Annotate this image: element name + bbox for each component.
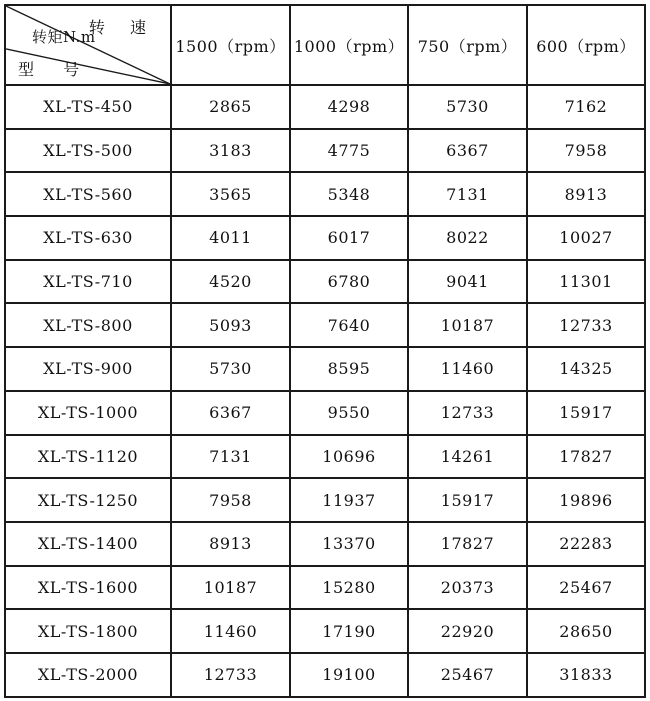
torque-value-cell: 7131 xyxy=(408,172,527,216)
torque-value-cell: 7162 xyxy=(527,85,645,129)
torque-value-cell: 15917 xyxy=(527,391,645,435)
torque-value-cell: 25467 xyxy=(527,566,645,610)
model-cell: XL-TS-800 xyxy=(5,303,171,347)
speed-header-600: 600（rpm） xyxy=(527,5,645,85)
torque-spec-table xyxy=(4,4,646,698)
torque-value-cell: 11301 xyxy=(527,260,645,304)
torque-value-cell: 12733 xyxy=(171,653,290,697)
model-cell: XL-TS-500 xyxy=(5,129,171,173)
torque-label: 转矩N.m xyxy=(32,28,96,46)
torque-value-cell: 9041 xyxy=(408,260,527,304)
torque-value-cell: 28650 xyxy=(527,609,645,653)
torque-value-cell: 10187 xyxy=(408,303,527,347)
table-row xyxy=(5,172,645,216)
torque-value-cell: 10027 xyxy=(527,216,645,260)
torque-value-cell: 11460 xyxy=(408,347,527,391)
torque-value-cell: 2865 xyxy=(171,85,290,129)
torque-value-cell: 4775 xyxy=(290,129,408,173)
torque-value-cell: 8595 xyxy=(290,347,408,391)
table-row xyxy=(5,391,645,435)
torque-value-cell: 17827 xyxy=(408,522,527,566)
table-row xyxy=(5,435,645,479)
torque-value-cell: 14325 xyxy=(527,347,645,391)
torque-value-cell: 19896 xyxy=(527,478,645,522)
model-cell: XL-TS-630 xyxy=(5,216,171,260)
torque-value-cell: 15280 xyxy=(290,566,408,610)
model-cell: XL-TS-560 xyxy=(5,172,171,216)
torque-value-cell: 20373 xyxy=(408,566,527,610)
model-cell: XL-TS-450 xyxy=(5,85,171,129)
table-body xyxy=(5,85,645,697)
model-cell: XL-TS-1600 xyxy=(5,566,171,610)
torque-value-cell: 22920 xyxy=(408,609,527,653)
torque-value-cell: 7640 xyxy=(290,303,408,347)
torque-value-cell: 6367 xyxy=(408,129,527,173)
torque-value-cell: 10696 xyxy=(290,435,408,479)
torque-value-cell: 6017 xyxy=(290,216,408,260)
table-row xyxy=(5,85,645,129)
model-cell: XL-TS-710 xyxy=(5,260,171,304)
torque-value-cell: 6367 xyxy=(171,391,290,435)
torque-value-cell: 10187 xyxy=(171,566,290,610)
torque-value-cell: 11460 xyxy=(171,609,290,653)
speed-header-1500: 1500（rpm） xyxy=(171,5,290,85)
torque-value-cell: 5730 xyxy=(408,85,527,129)
model-cell: XL-TS-1000 xyxy=(5,391,171,435)
table-row xyxy=(5,478,645,522)
model-cell: XL-TS-1250 xyxy=(5,478,171,522)
speed-header-750: 750（rpm） xyxy=(408,5,527,85)
torque-value-cell: 8913 xyxy=(527,172,645,216)
torque-value-cell: 5093 xyxy=(171,303,290,347)
torque-value-cell: 4298 xyxy=(290,85,408,129)
torque-value-cell: 14261 xyxy=(408,435,527,479)
torque-value-cell: 15917 xyxy=(408,478,527,522)
torque-value-cell: 17190 xyxy=(290,609,408,653)
torque-value-cell: 3565 xyxy=(171,172,290,216)
table-row xyxy=(5,216,645,260)
table-row xyxy=(5,347,645,391)
torque-value-cell: 3183 xyxy=(171,129,290,173)
table-row xyxy=(5,653,645,697)
model-cell: XL-TS-1800 xyxy=(5,609,171,653)
torque-value-cell: 8022 xyxy=(408,216,527,260)
table-row xyxy=(5,566,645,610)
torque-value-cell: 11937 xyxy=(290,478,408,522)
model-label: 型 号 xyxy=(18,60,92,79)
model-cell: XL-TS-2000 xyxy=(5,653,171,697)
torque-value-cell: 5348 xyxy=(290,172,408,216)
torque-value-cell: 19100 xyxy=(290,653,408,697)
torque-value-cell: 8913 xyxy=(171,522,290,566)
corner-header-cell xyxy=(5,5,171,85)
table-row xyxy=(5,260,645,304)
header-row xyxy=(5,5,645,85)
torque-value-cell: 6780 xyxy=(290,260,408,304)
model-cell: XL-TS-1120 xyxy=(5,435,171,479)
torque-value-cell: 7958 xyxy=(527,129,645,173)
model-cell: XL-TS-900 xyxy=(5,347,171,391)
torque-value-cell: 12733 xyxy=(408,391,527,435)
torque-value-cell: 4011 xyxy=(171,216,290,260)
torque-value-cell: 22283 xyxy=(527,522,645,566)
table-row xyxy=(5,522,645,566)
torque-value-cell: 31833 xyxy=(527,653,645,697)
model-cell: XL-TS-1400 xyxy=(5,522,171,566)
torque-value-cell: 7131 xyxy=(171,435,290,479)
torque-value-cell: 25467 xyxy=(408,653,527,697)
table-row xyxy=(5,303,645,347)
speed-label: 转 速 xyxy=(88,18,156,37)
torque-value-cell: 13370 xyxy=(290,522,408,566)
torque-value-cell: 7958 xyxy=(171,478,290,522)
table-row xyxy=(5,609,645,653)
table-row xyxy=(5,129,645,173)
torque-value-cell: 5730 xyxy=(171,347,290,391)
torque-value-cell: 4520 xyxy=(171,260,290,304)
torque-value-cell: 9550 xyxy=(290,391,408,435)
speed-header-1000: 1000（rpm） xyxy=(290,5,408,85)
torque-value-cell: 17827 xyxy=(527,435,645,479)
torque-value-cell: 12733 xyxy=(527,303,645,347)
